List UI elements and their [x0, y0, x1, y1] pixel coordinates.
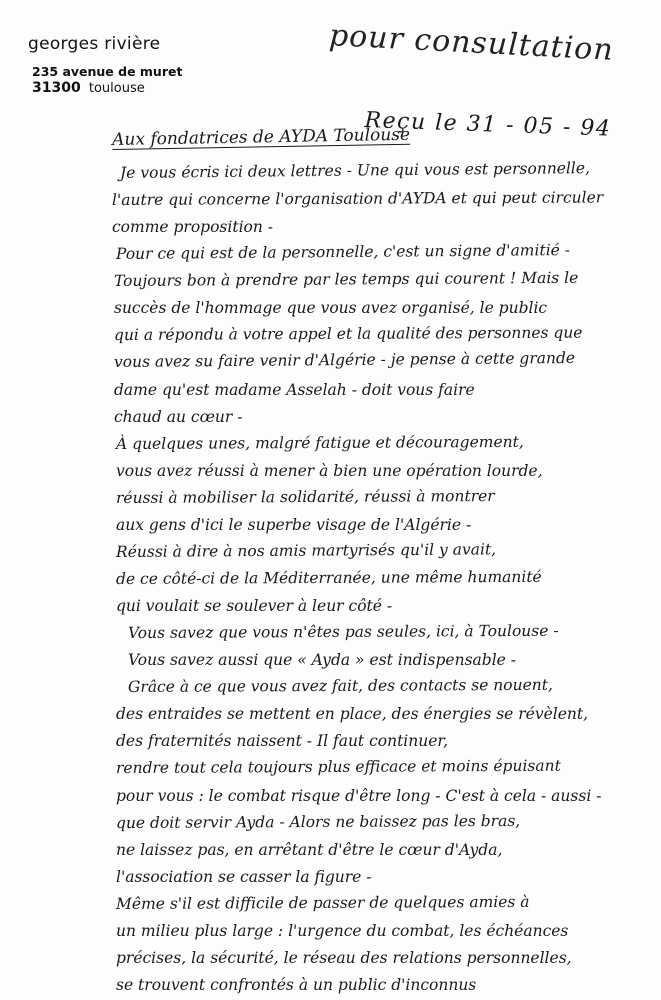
letter-line: réussi à mobiliser la solidarité, réussi à montrer	[115, 486, 495, 507]
letter-line: Réussi à dire à nos amis martyrisés qu'il y avait,	[115, 540, 497, 561]
letter-line: À quelques unes, malgré fatigue et découragement,	[115, 432, 524, 453]
letter-line: l'association se casser la figure -	[116, 867, 372, 886]
letter-line: qui a répondu à votre appel et la qualité des personnes que	[113, 323, 583, 345]
letter-line: chaud au cœur -	[114, 407, 243, 426]
received-date-annotation: Reçu le 31 - 05 - 94	[364, 108, 612, 142]
letter-line: un milieu plus large : l'urgence du combat, les échéances	[116, 921, 569, 940]
letter-line: Vous savez aussi que « Ayda » est indispensable -	[128, 651, 516, 670]
consultation-annotation: pour consultation	[328, 18, 615, 68]
letter-line: Même s'il est difficile de passer de quelques amies à	[115, 892, 530, 913]
letter-line: Grâce à ce que vous avez fait, des contacts se nouent,	[127, 676, 553, 697]
letter-line: se trouvent confrontés à un public d'inconnus	[116, 976, 477, 994]
letter-line: qui voulait se soulever à leur côté -	[116, 597, 393, 616]
letter-line: des fraternités naissent - Il faut continuer,	[116, 732, 449, 751]
sender-street: 235 avenue de muret	[32, 64, 183, 79]
letter-line: que doit servir Ayda - Alors ne baissez pas les bras,	[115, 811, 521, 832]
letter-line: précises, la sécurité, le réseau des relations personnelles,	[116, 948, 572, 967]
letter-line: succès de l'hommage que vous avez organisé, le public	[114, 299, 548, 318]
letter-line: de ce côté-ci de la Méditerranée, une même humanité	[115, 567, 542, 588]
letter-line: rendre tout cela toujours plus efficace et moins épuisant	[115, 757, 561, 778]
letter-line: comme proposition -	[112, 218, 274, 237]
letter-line: vous avez su faire venir d'Algérie - je pense à cette grande	[113, 349, 576, 372]
sender-name: georges rivière	[28, 34, 161, 54]
letter-line: vous avez réussi à mener à bien une opération lourde,	[116, 461, 543, 480]
letter-line: aux gens d'ici le superbe visage de l'Algérie -	[116, 515, 472, 534]
letter-line: dame qu'est madame Asselah - doit vous faire	[114, 380, 475, 399]
letter-line: Vous savez que vous n'êtes pas seules, ici, à Toulouse -	[127, 621, 559, 643]
letter-line: Pour ce qui est de la personnelle, c'est un signe d'amitié -	[115, 241, 571, 264]
letter-line: des entraides se mettent en place, des énergies se révèlent,	[116, 705, 589, 724]
letter-line: Toujours bon à prendre par les temps qui courent ! Mais le	[113, 269, 579, 291]
letter-line: l'autre qui concerne l'organisation d'AYDA et qui peut circuler	[111, 188, 604, 210]
sender-zip: 31300	[32, 80, 81, 96]
sender-city: toulouse	[88, 81, 145, 96]
letter-salutation: Aux fondatrices de AYDA Toulouse	[112, 124, 411, 150]
letter-line: pour vous : le combat risque d'être long - C'est à cela - aussi -	[116, 786, 602, 805]
letter-line: ne laissez pas, en arrêtant d'être le cœur d'Ayda,	[116, 840, 503, 859]
letter-line: Je vous écris ici deux lettres - Une qui vous est personnelle,	[119, 159, 591, 182]
